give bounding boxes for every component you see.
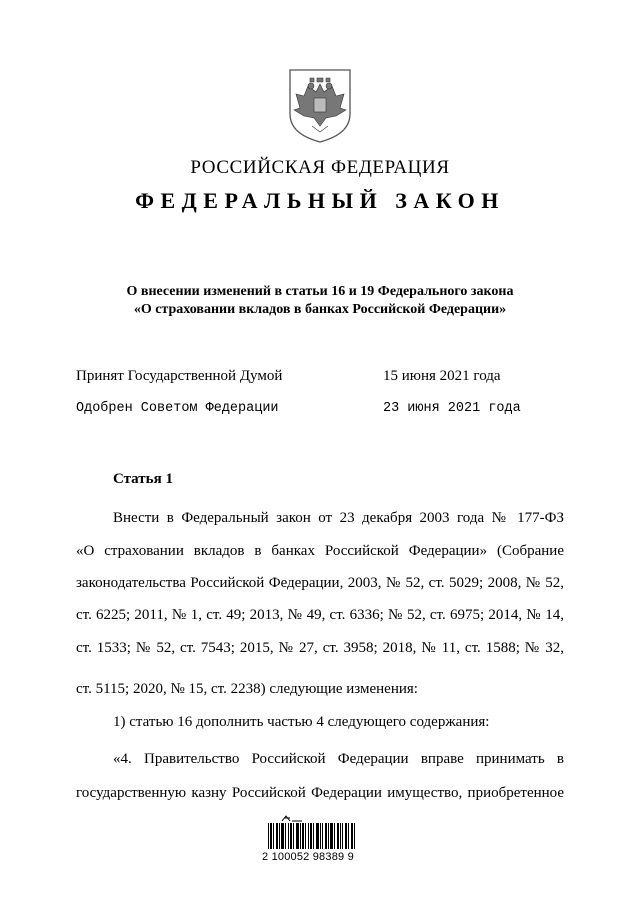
law-type-heading: ФЕДЕРАЛЬНЫЙ ЗАКОН <box>135 188 505 213</box>
article-text-line: ст. 6225; 2011, № 1, ст. 49; 2013, № 49, ст. 6336; № 52, ст. 6975; 2014, № 14, <box>76 607 564 623</box>
law-title-line: О внесении изменений в статьи 16 и 19 Федерального закона <box>126 284 514 299</box>
barcode-number: 2 100052 98389 9 <box>262 851 354 863</box>
article-text-line: ст. 5115; 2020, № 15, ст. 2238) следующие изменения: <box>76 681 418 697</box>
adopted-date: 15 июня 2021 года <box>383 368 501 384</box>
article-text-line: законодательства Российской Федерации, 2003, № 52, ст. 5029; 2008, № 52, <box>76 575 564 591</box>
article-text-line: «4. Правительство Российской Федерации вправе принимать в <box>113 751 564 767</box>
country-heading: РОССИЙСКАЯ ФЕДЕРАЦИЯ <box>190 157 450 178</box>
adoption-row-duma <box>76 368 580 385</box>
article-heading: Статья 1 <box>113 471 173 487</box>
law-title-line: «О страховании вкладов в банках Российской Федерации» <box>133 302 507 317</box>
law-title <box>0 283 640 319</box>
article-text-line: ст. 1533; № 52, ст. 7543; 2015, № 27, ст. 3958; 2018, № 11, ст. 1588; № 32, <box>76 640 564 656</box>
article-text-line: 1) статью 16 дополнить частью 4 следующего содержания: <box>113 714 490 730</box>
coat-of-arms-icon <box>286 66 354 144</box>
article-text-line: государственную казну Российской Федерации имущество, приобретенное <box>76 785 564 801</box>
article-text-line: «О страховании вкладов в банках Российской Федерации» (Собрание <box>76 543 564 559</box>
approved-label: Одобрен Советом Федерации <box>76 401 279 416</box>
article-text-line: Внести в Федеральный закон от 23 декабря 2003 года № 177-ФЗ <box>113 510 564 526</box>
adoption-row-council <box>76 401 580 416</box>
approved-date: 23 июня 2021 года <box>383 401 521 416</box>
adopted-label: Принят Государственной Думой <box>76 368 283 384</box>
barcode-icon <box>268 815 356 849</box>
